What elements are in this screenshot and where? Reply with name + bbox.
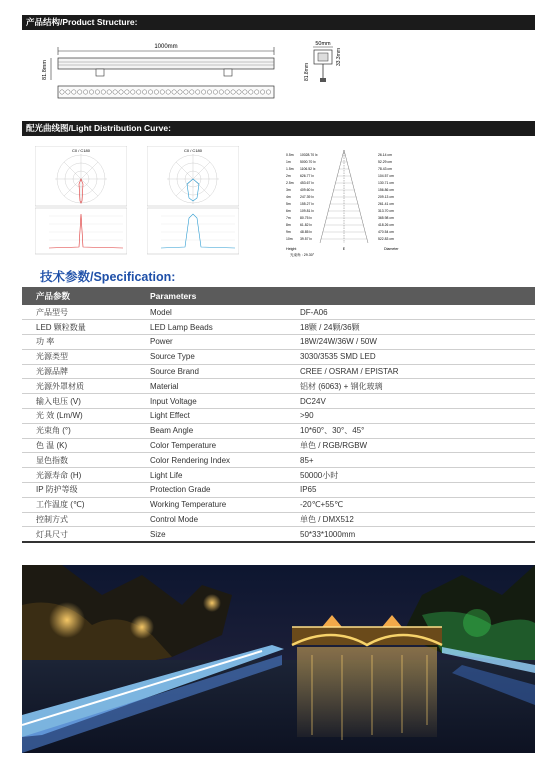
led-bead-icon [131, 90, 135, 94]
spec-value: 50000小时 [292, 468, 535, 483]
illum-dia-label: 104.57 cm [378, 174, 394, 178]
led-bead-icon [83, 90, 87, 94]
led-bead-icon [119, 90, 123, 94]
illum-dist-label: 2.5m [286, 181, 294, 185]
led-bead-icon [225, 90, 229, 94]
illum-dist-label: 4m [286, 195, 291, 199]
spec-row [22, 527, 535, 542]
spec-value: CREE / OSRAM / EPISTAR [292, 364, 535, 379]
spec-row [22, 335, 535, 350]
illum-dist-label: 2m [286, 174, 291, 178]
spec-param-cn: 光源寿命 (H) [22, 468, 122, 483]
light-curve-title: 配光曲线图/Light Distribution Curve: [26, 123, 171, 133]
illum-dist-label: 7m [286, 216, 291, 220]
spec-param-en: Source Type [122, 349, 292, 364]
illum-dist-label: 10m [286, 237, 293, 241]
spec-param-cn: 产品型号 [22, 305, 122, 320]
spec-value: 85+ [292, 453, 535, 468]
illum-lux-label: 5000.70 lx [300, 160, 316, 164]
product-structure-drawing [22, 34, 535, 114]
illum-dist-label: 9m [286, 230, 291, 234]
spec-param-en: Source Brand [122, 364, 292, 379]
led-bead-icon [142, 90, 146, 94]
spec-header-param-cn: 产品参数 [22, 287, 122, 305]
spec-param-en: Material [122, 379, 292, 394]
dim-width-label: 50mm [315, 41, 331, 47]
spec-value: 单色 / DMX512 [292, 512, 535, 527]
illum-lux-label: 409.60 lx [300, 188, 314, 192]
led-bead-icon [125, 90, 129, 94]
led-bead-icon [72, 90, 76, 94]
spec-value: 3030/3535 SMD LED [292, 349, 535, 364]
spec-row [22, 409, 535, 424]
led-bead-icon [172, 90, 176, 94]
led-bead-icon [243, 90, 247, 94]
illum-dist-label: 1.5m [286, 167, 294, 171]
dim-height-side-label: 81.8mm [304, 62, 310, 82]
led-bead-icon [266, 90, 270, 94]
led-bead-icon [196, 90, 200, 94]
led-bead-icon [184, 90, 188, 94]
led-bead-icon [160, 90, 164, 94]
illum-lux-label: 626.77 lx [300, 174, 314, 178]
led-bead-icon [260, 90, 264, 94]
illum-footer-mid: E [342, 247, 346, 251]
led-bead-icon [137, 90, 141, 94]
led-bead-icon [148, 90, 152, 94]
spec-param-en: Light Effect [122, 409, 292, 424]
polar-curve-chart-2 [147, 146, 239, 256]
illuminance-cone-chart [282, 146, 406, 260]
led-bead-icon [190, 90, 194, 94]
polar-label-2: C0 / C180 [183, 148, 203, 153]
illum-dia-label: 365.98 cm [378, 216, 394, 220]
spec-header-value [292, 287, 535, 305]
spec-row [22, 320, 535, 335]
spec-row [22, 497, 535, 512]
spec-param-cn: IP 防护等级 [22, 483, 122, 498]
spec-row [22, 453, 535, 468]
illum-dia-label: 522.83 cm [378, 237, 394, 241]
illum-lux-label: 39.57 lx [300, 237, 312, 241]
spec-param-cn: 色 温 (K) [22, 438, 122, 453]
spec-value: 50*33*1000mm [292, 527, 535, 542]
led-bead-icon [89, 90, 93, 94]
illum-dia-label: 261.41 cm [378, 202, 394, 206]
dim-height-label: 81.8mm [42, 60, 48, 80]
beam-angle-note: 光束角 : 29.30° [290, 253, 315, 257]
illum-dist-label: 5m [286, 202, 291, 206]
specification-table [22, 287, 535, 543]
spec-param-cn: 光源类型 [22, 349, 122, 364]
illum-lux-label: 1106.52 lx [300, 167, 316, 171]
spec-row [22, 379, 535, 394]
led-bead-icon [154, 90, 158, 94]
spec-param-en: Model [122, 305, 292, 320]
illum-lux-label: 48.85 lx [300, 230, 312, 234]
spec-row [22, 349, 535, 364]
spec-value: DF-A06 [292, 305, 535, 320]
spec-value: 10*60°、30°、45° [292, 423, 535, 438]
illum-lux-label: 109.81 lx [300, 209, 314, 213]
spec-param-en: Color Rendering Index [122, 453, 292, 468]
illum-dist-label: 1m [286, 160, 291, 164]
spec-row [22, 438, 535, 453]
illum-dia-label: 130.71 cm [378, 181, 394, 185]
spec-param-cn: 功 率 [22, 335, 122, 350]
illum-dia-label: 78.43 cm [378, 167, 392, 171]
spec-row [22, 364, 535, 379]
spec-param-cn: 光束角 (°) [22, 423, 122, 438]
dim-depth-label: 33.3mm [336, 47, 342, 67]
illum-dia-label: 156.86 cm [378, 188, 394, 192]
spec-header-row [22, 287, 535, 305]
led-bead-icon [107, 90, 111, 94]
illum-lux-label: 61.82 lx [300, 223, 312, 227]
spec-value: IP65 [292, 483, 535, 498]
illum-lux-label: 80.75 lx [300, 216, 312, 220]
spec-row [22, 468, 535, 483]
spec-param-en: Control Mode [122, 512, 292, 527]
spec-header-param-en: Parameters [122, 287, 292, 305]
product-structure-title: 产品结构/Product Structure: [26, 17, 138, 27]
spec-param-en: Power [122, 335, 292, 350]
spec-row [22, 394, 535, 409]
spec-value: -20℃+55℃ [292, 497, 535, 512]
spec-param-en: Color Temperature [122, 438, 292, 453]
led-bead-icon [255, 90, 259, 94]
illum-footer-right: Diameter [384, 247, 399, 251]
spec-param-cn: 工作温度 (℃) [22, 497, 122, 512]
spec-value: >90 [292, 409, 535, 424]
led-bead-icon [101, 90, 105, 94]
led-bead-icon [237, 90, 241, 94]
spec-param-en: Working Temperature [122, 497, 292, 512]
illum-lux-label: 453.67 lx [300, 181, 314, 185]
led-bead-icon [60, 90, 64, 94]
illum-lux-label: 155.27 lx [300, 202, 314, 206]
illum-dia-label: 52.29 cm [378, 160, 392, 164]
spec-param-cn: 灯具尺寸 [22, 527, 122, 542]
led-bead-icon [219, 90, 223, 94]
spec-value: 18W/24W/36W / 50W [292, 335, 535, 350]
spec-value: DC24V [292, 394, 535, 409]
spec-param-en: Protection Grade [122, 483, 292, 498]
specification-title: 技术参数/Specification: [40, 270, 176, 284]
illum-lux-label: 10028.70 lx [300, 153, 318, 157]
illum-dist-label: 3m [286, 188, 291, 192]
spec-param-cn: 显色指数 [22, 453, 122, 468]
spec-param-cn: 光 效 (Lm/W) [22, 409, 122, 424]
spec-row [22, 305, 535, 320]
illum-footer-left: Height [286, 247, 297, 251]
illum-dia-label: 209.13 cm [378, 195, 394, 199]
spec-value: 18颗 / 24颗/36颗 [292, 320, 535, 335]
spec-param-en: Beam Angle [122, 423, 292, 438]
spec-param-cn: 光源外罩材质 [22, 379, 122, 394]
illum-dia-label: 313.70 cm [378, 209, 394, 213]
illum-dist-label: 0.5m [286, 153, 294, 157]
polar-label-1: C0 / C180 [71, 148, 91, 153]
spec-row [22, 483, 535, 498]
product-structure-title-bar [22, 15, 535, 30]
led-bead-icon [213, 90, 217, 94]
spec-param-cn: 光源品牌 [22, 364, 122, 379]
spec-param-en: Size [122, 527, 292, 542]
led-bead-icon [166, 90, 170, 94]
spec-value: 单色 / RGB/RGBW [292, 438, 535, 453]
spec-param-cn: 输入电压 (V) [22, 394, 122, 409]
spec-param-en: Input Voltage [122, 394, 292, 409]
polar-curve-chart-1 [35, 146, 127, 256]
spec-param-en: LED Lamp Beads [122, 320, 292, 335]
spec-param-en: Light Life [122, 468, 292, 483]
illum-dist-label: 8m [286, 223, 291, 227]
led-bead-icon [249, 90, 253, 94]
illum-dia-label: 418.26 cm [378, 223, 394, 227]
led-bead-icon [95, 90, 99, 94]
spec-param-cn: 控制方式 [22, 512, 122, 527]
illum-dia-label: 26.14 cm [378, 153, 392, 157]
led-bead-icon [178, 90, 182, 94]
spec-row [22, 423, 535, 438]
led-bead-icon [66, 90, 70, 94]
spec-param-cn: LED 颗粒数量 [22, 320, 122, 335]
led-bead-icon [231, 90, 235, 94]
spec-row [22, 512, 535, 527]
led-bead-icon [201, 90, 205, 94]
illum-lux-label: 247.39 lx [300, 195, 314, 199]
spec-value: 铝材 (6063) + 钢化玻璃 [292, 379, 535, 394]
dim-length-label: 1000mm [154, 44, 178, 50]
night-scene-photo [22, 565, 535, 753]
illum-dist-label: 6m [286, 209, 291, 213]
illum-dia-label: 470.54 cm [378, 230, 394, 234]
led-bead-icon [207, 90, 211, 94]
led-bead-icon [113, 90, 117, 94]
light-curve-title-bar [22, 121, 535, 136]
led-bead-icon [78, 90, 82, 94]
